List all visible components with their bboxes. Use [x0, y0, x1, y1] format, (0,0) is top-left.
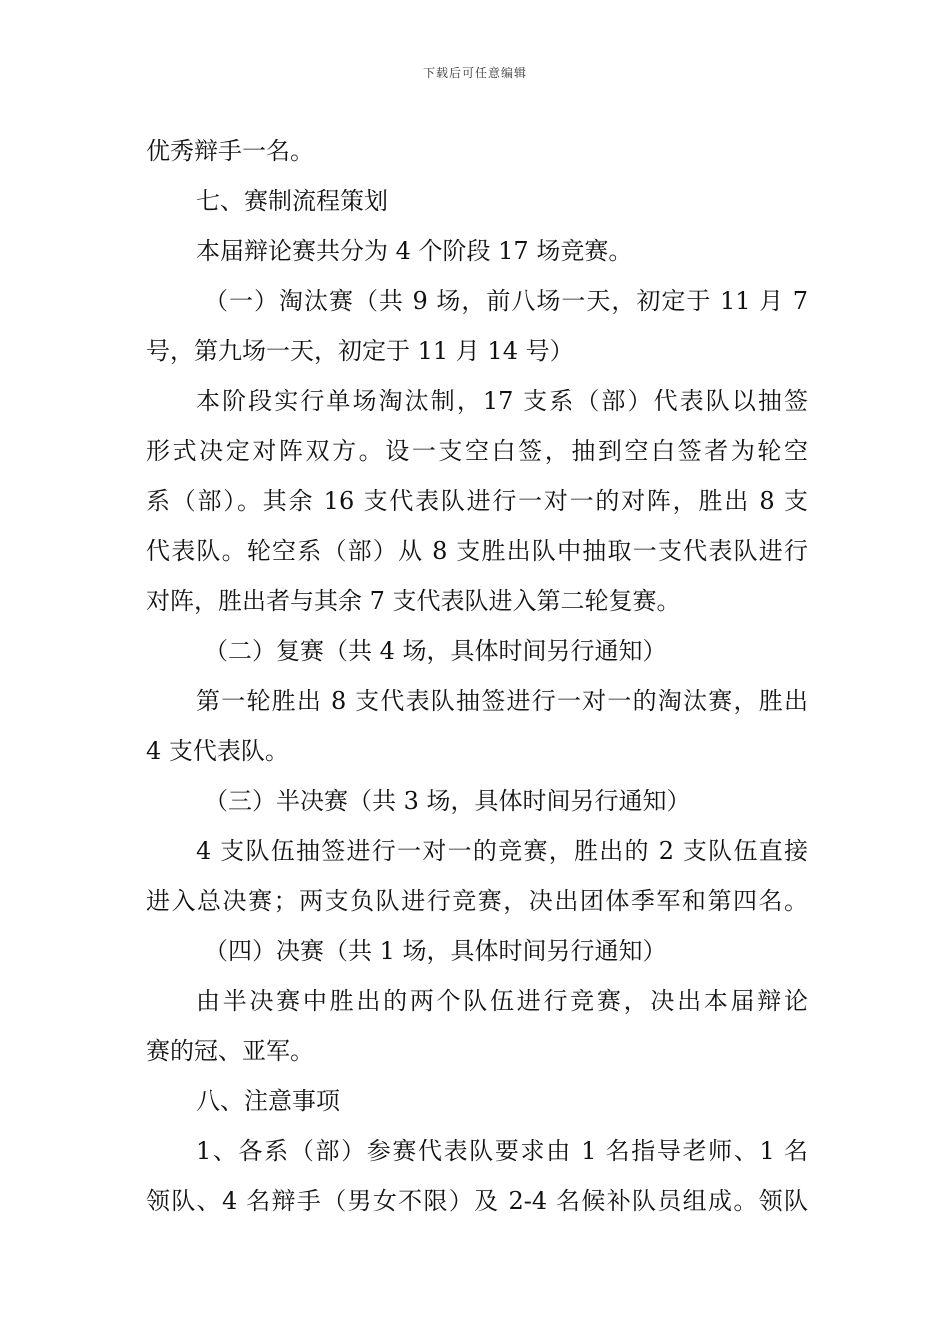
- text-line: 由半决赛中胜出的两个队伍进行竞赛，决出本届辩论: [196, 987, 808, 1015]
- text-line: 优秀辩手一名。: [146, 137, 314, 165]
- page-header: 下载后可任意编辑: [422, 66, 527, 80]
- subsection-heading: （三）半决赛（共 3 场，具体时间另行通知）: [204, 787, 691, 815]
- text-line: 进入总决赛；两支负队进行竞赛，决出团体季军和第四名。: [146, 887, 808, 915]
- text-line: 4 支代表队。: [146, 737, 289, 765]
- text-line: 1、各系（部）参赛代表队要求由 1 名指导老师、1 名: [196, 1137, 808, 1165]
- text-line: 4 支队伍抽签进行一对一的竞赛，胜出的 2 支队伍直接: [196, 837, 808, 865]
- section-heading: 七、赛制流程策划: [196, 187, 388, 215]
- subsection-heading: （四）决赛（共 1 场，具体时间另行通知）: [204, 937, 667, 965]
- text-line: 本届辩论赛共分为 4 个阶段 17 场竞赛。: [196, 237, 633, 265]
- text-line: 对阵，胜出者与其余 7 支代表队进入第二轮复赛。: [146, 587, 681, 615]
- text-line: 代表队。轮空系（部）从 8 支胜出队中抽取一支代表队进行: [146, 537, 808, 565]
- subsection-heading-continued: 号，第九场一天，初定于 11 月 14 号）: [146, 337, 574, 365]
- text-line: 系（部）。其余 16 支代表队进行一对一的对阵，胜出 8 支: [146, 487, 808, 515]
- subsection-heading: （二）复赛（共 4 场，具体时间另行通知）: [204, 637, 667, 665]
- text-line: 形式决定对阵双方。设一支空白签，抽到空白签者为轮空: [146, 437, 808, 465]
- text-line: 领队、4 名辩手（男女不限）及 2-4 名候补队员组成。领队: [146, 1187, 808, 1215]
- document-body: [146, 126, 808, 1226]
- text-line: 本阶段实行单场淘汰制，17 支系（部）代表队以抽签: [196, 387, 808, 415]
- subsection-heading: （一）淘汰赛（共 9 场，前八场一天，初定于 11 月 7: [204, 287, 808, 315]
- text-line: 赛的冠、亚军。: [146, 1037, 314, 1065]
- text-line: 第一轮胜出 8 支代表队抽签进行一对一的淘汰赛，胜出: [196, 687, 808, 715]
- section-heading: 八、注意事项: [196, 1087, 340, 1115]
